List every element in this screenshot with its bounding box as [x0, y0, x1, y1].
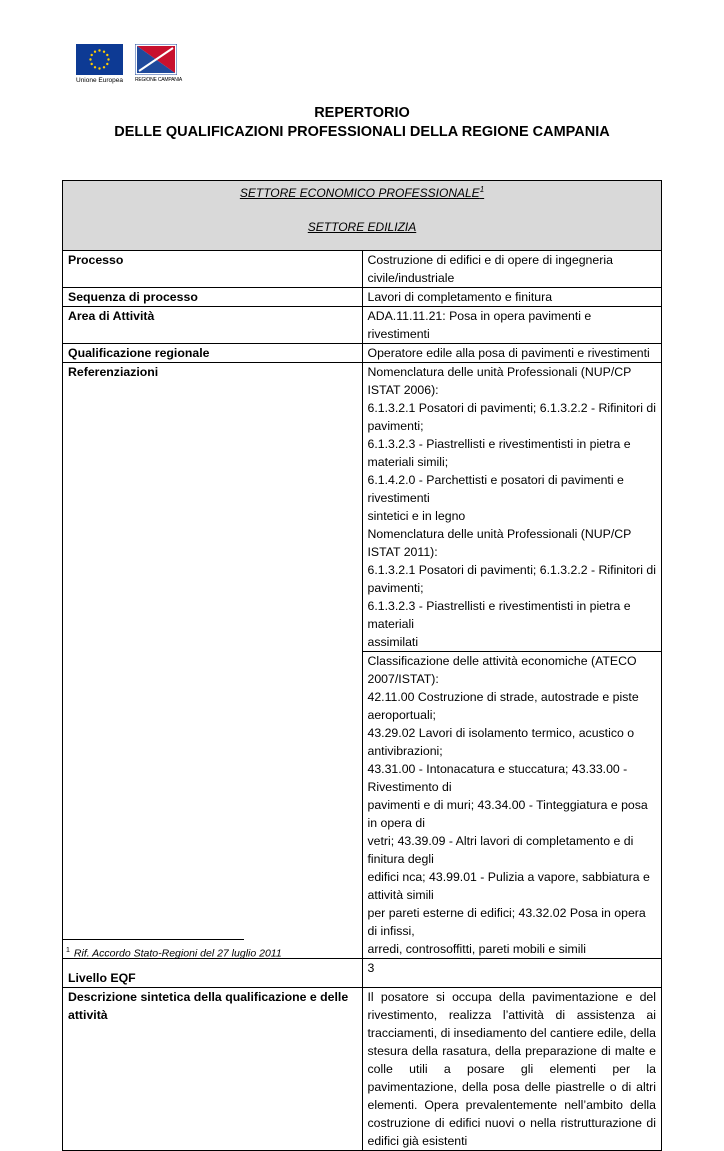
- ateco-line: 43.31.00 - Intonacatura e stuccatura; 43.33.00 - Rivestimento di: [367, 762, 628, 794]
- table-row: [63, 288, 662, 307]
- sequenza-label: Sequenza di processo: [63, 288, 363, 307]
- footnote: [66, 947, 282, 960]
- footnote-text: Rif. Accordo Stato-Regioni del 27 luglio 2011: [73, 947, 282, 960]
- ateco-line: arredi, controsoffitti, pareti mobili e simili: [367, 942, 586, 956]
- document-subtitle: DELLE QUALIFICAZIONI PROFESSIONALI DELLA REGIONE CAMPANIA: [114, 124, 610, 140]
- table-row: [63, 959, 662, 988]
- ateco-cell: [362, 652, 662, 959]
- footnote-ref: 1: [479, 185, 485, 194]
- document-title: REPERTORIO: [314, 105, 410, 121]
- table-row: [63, 344, 662, 363]
- ateco-line: Classificazione delle attività economiche (ATECO 2007/ISTAT):: [367, 654, 637, 686]
- eu-flag-icon: [76, 44, 123, 75]
- processo-label: Processo: [63, 251, 363, 288]
- eqf-label: Livello EQF: [63, 959, 363, 988]
- nup-line: Nomenclatura delle unità Professionali (NUP/CP ISTAT 2006):: [367, 365, 632, 397]
- footnote-separator: [62, 939, 244, 940]
- area-value: ADA.11.11.21: Posa in opera pavimenti e rivestimenti: [362, 307, 662, 344]
- nup-line: 6.1.3.2.1 Posatori di pavimenti; 6.1.3.2.2 - Rifinitori di pavimenti;: [367, 401, 656, 433]
- ateco-line: vetri; 43.39.09 - Altri lavori di completamento e di finitura degli: [367, 834, 634, 866]
- qualification-table: [62, 180, 662, 1151]
- eu-logo-caption: Unione Europea: [76, 77, 123, 84]
- eu-logo: [76, 44, 124, 84]
- sequenza-value: Lavori di completamento e finitura: [362, 288, 662, 307]
- ateco-line: pavimenti e di muri; 43.34.00 - Tinteggiatura e posa in opera di: [367, 798, 648, 830]
- table-row: [63, 251, 662, 288]
- nup-line: sintetici e in legno: [367, 509, 466, 523]
- ateco-line: edifici nca; 43.99.01 - Pulizia a vapore, sabbiatura e attività simili: [367, 870, 650, 902]
- table-row: [63, 307, 662, 344]
- nup-cell: [362, 363, 662, 652]
- qualificazione-label: Qualificazione regionale: [63, 344, 363, 363]
- nup-line: Nomenclatura delle unità Professionali (NUP/CP ISTAT 2011):: [367, 527, 632, 559]
- descrizione-label: Descrizione sintetica della qualificazione e delle attività: [63, 988, 363, 1151]
- sector-header: [63, 181, 662, 251]
- regione-campania-emblem-icon: [135, 44, 177, 75]
- ateco-line: 42.11.00 Costruzione di strade, autostrade e piste aeroportuali;: [367, 690, 639, 722]
- sector-label: SETTORE ECONOMICO PROFESSIONALE$^1$: [239, 185, 485, 200]
- eqf-value: 3: [362, 959, 662, 988]
- nup-line: assimilati: [367, 635, 419, 649]
- footnote-number: 1: [66, 947, 70, 954]
- area-label: Area di Attività: [63, 307, 363, 344]
- qualificazione-value: Operatore edile alla posa di pavimenti e rivestimenti: [362, 344, 662, 363]
- table-row: [63, 988, 662, 1151]
- regione-campania-logo: [135, 44, 181, 83]
- regione-campania-caption: REGIONE CAMPANIA: [135, 77, 182, 83]
- table-header-row: [63, 181, 662, 251]
- referenziazioni-label: Referenziazioni: [63, 363, 363, 959]
- nup-line: 6.1.4.2.0 - Parchettisti e posatori di pavimenti e rivestimenti: [367, 473, 624, 505]
- sector-name: SETTORE EDILIZIA: [307, 220, 417, 234]
- nup-line: 6.1.3.2.3 - Piastrellisti e rivestimentisti in pietra e materiali: [367, 599, 631, 631]
- nup-line: 6.1.3.2.3 - Piastrellisti e rivestimentisti in pietra e materiali simili;: [367, 437, 631, 469]
- nup-line: 6.1.3.2.1 Posatori di pavimenti; 6.1.3.2.2 - Rifinitori di pavimenti;: [367, 563, 656, 595]
- ateco-line: per pareti esterne di edifici; 43.32.02 Posa in opera di infissi,: [367, 906, 646, 938]
- processo-value: Costruzione di edifici e di opere di ingegneria civile/industriale: [362, 251, 662, 288]
- table-row: [63, 363, 662, 652]
- descrizione-value: Il posatore si occupa della pavimentazione e del rivestimento, realizza l’attività di assistenza ai tracciamenti, di insediamento del cantiere edile, della stesura della rasatura, della preparazione di malte e colle utili a posare gli elementi per la pavimentazione, della posa delle piastrelle o di altri elementi. Opera prevalentemente nell’ambito della costruzione di edifici nuovi o nella ristrutturazione di edifici già esistenti: [362, 988, 662, 1151]
- ateco-line: 43.29.02 Lavori di isolamento termico, acustico o antivibrazioni;: [367, 726, 635, 758]
